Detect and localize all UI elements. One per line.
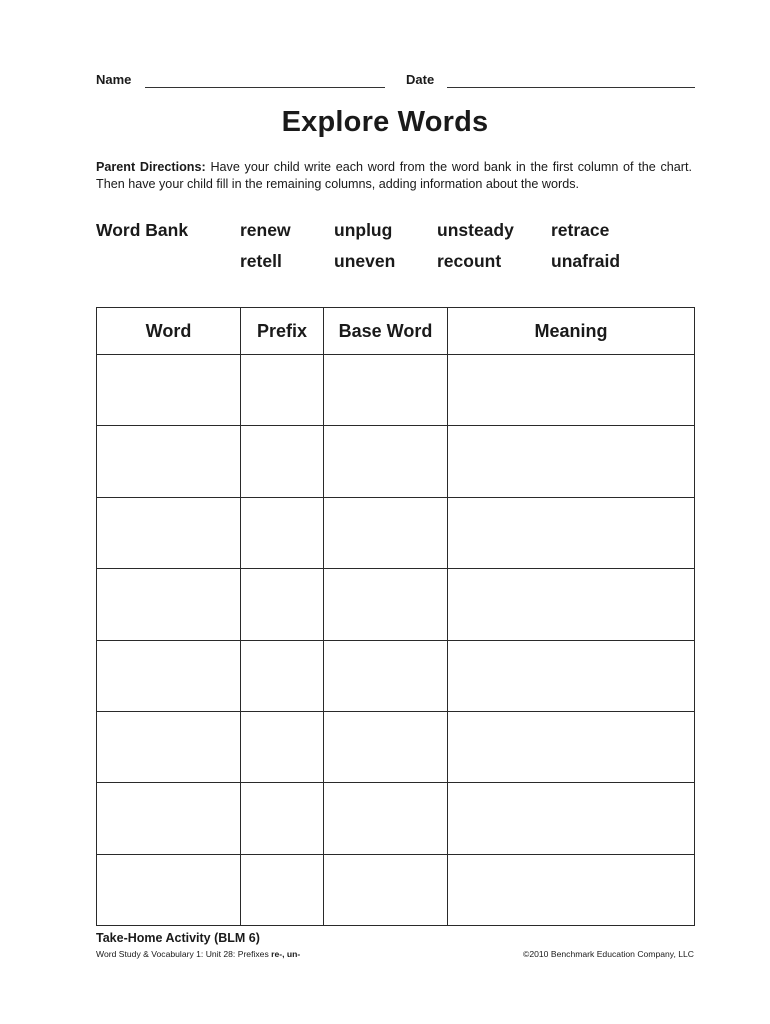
cell-base-word[interactable] — [324, 569, 448, 640]
word-bank-word: recount — [437, 251, 502, 271]
cell-meaning[interactable] — [448, 640, 695, 711]
date-label: Date — [406, 72, 435, 87]
table-row — [97, 355, 695, 426]
cell-word[interactable] — [97, 640, 241, 711]
cell-word[interactable] — [97, 355, 241, 426]
cell-word[interactable] — [97, 497, 241, 568]
cell-prefix[interactable] — [241, 640, 324, 711]
cell-prefix[interactable] — [241, 711, 324, 782]
name-label: Name — [96, 72, 132, 87]
cell-prefix[interactable] — [241, 426, 324, 497]
cell-word[interactable] — [97, 569, 241, 640]
cell-prefix[interactable] — [241, 854, 324, 925]
word-bank-word: renew — [240, 220, 291, 240]
footer-unit-text: Word Study & Vocabulary 1: Unit 28: Prefixes — [96, 949, 272, 959]
table-row — [97, 569, 695, 640]
name-field[interactable] — [145, 87, 385, 88]
cell-prefix[interactable] — [241, 783, 324, 854]
column-header-prefix: Prefix — [241, 308, 324, 355]
cell-base-word[interactable] — [324, 426, 448, 497]
parent-directions — [96, 159, 692, 193]
word-bank-word: uneven — [334, 251, 396, 271]
cell-base-word[interactable] — [324, 711, 448, 782]
table-row — [97, 640, 695, 711]
cell-word[interactable] — [97, 854, 241, 925]
cell-meaning[interactable] — [448, 426, 695, 497]
page-title: Explore Words — [281, 106, 489, 138]
explore-words-chart — [96, 307, 695, 926]
directions-label: Parent Directions: — [96, 160, 206, 174]
table-row — [97, 854, 695, 925]
footer-unit — [96, 949, 300, 959]
date-field[interactable] — [447, 87, 695, 88]
column-header-base-word: Base Word — [324, 308, 448, 355]
cell-base-word[interactable] — [324, 783, 448, 854]
cell-word[interactable] — [97, 426, 241, 497]
cell-base-word[interactable] — [324, 497, 448, 568]
table-row — [97, 783, 695, 854]
cell-meaning[interactable] — [448, 783, 695, 854]
word-bank-word: unafraid — [551, 251, 621, 271]
cell-word[interactable] — [97, 711, 241, 782]
column-header-word: Word — [97, 308, 241, 355]
word-bank-label: Word Bank — [96, 220, 189, 240]
cell-meaning[interactable] — [448, 355, 695, 426]
word-bank-word: retell — [240, 251, 282, 271]
footer-copyright: ©2010 Benchmark Education Company, LLC — [523, 949, 694, 959]
table-header-row — [97, 308, 695, 355]
cell-word[interactable] — [97, 783, 241, 854]
word-bank-word: unsteady — [437, 220, 514, 240]
directions-text: Have your child write each word from the word bank in the first column of the chart. Then have your child fill in the remaining columns, adding information about the words. — [96, 160, 692, 191]
cell-prefix[interactable] — [241, 497, 324, 568]
cell-base-word[interactable] — [324, 854, 448, 925]
cell-meaning[interactable] — [448, 497, 695, 568]
cell-meaning[interactable] — [448, 854, 695, 925]
footer-unit-prefixes: re-, un- — [271, 949, 301, 959]
cell-meaning[interactable] — [448, 711, 695, 782]
cell-meaning[interactable] — [448, 569, 695, 640]
cell-prefix[interactable] — [241, 569, 324, 640]
word-bank-word: retrace — [551, 220, 610, 240]
table-row — [97, 426, 695, 497]
cell-prefix[interactable] — [241, 355, 324, 426]
word-bank-word: unplug — [334, 220, 393, 240]
table-row — [97, 711, 695, 782]
footer-activity: Take-Home Activity (BLM 6) — [96, 931, 260, 945]
table-row — [97, 497, 695, 568]
column-header-meaning: Meaning — [448, 308, 695, 355]
cell-base-word[interactable] — [324, 640, 448, 711]
cell-base-word[interactable] — [324, 355, 448, 426]
